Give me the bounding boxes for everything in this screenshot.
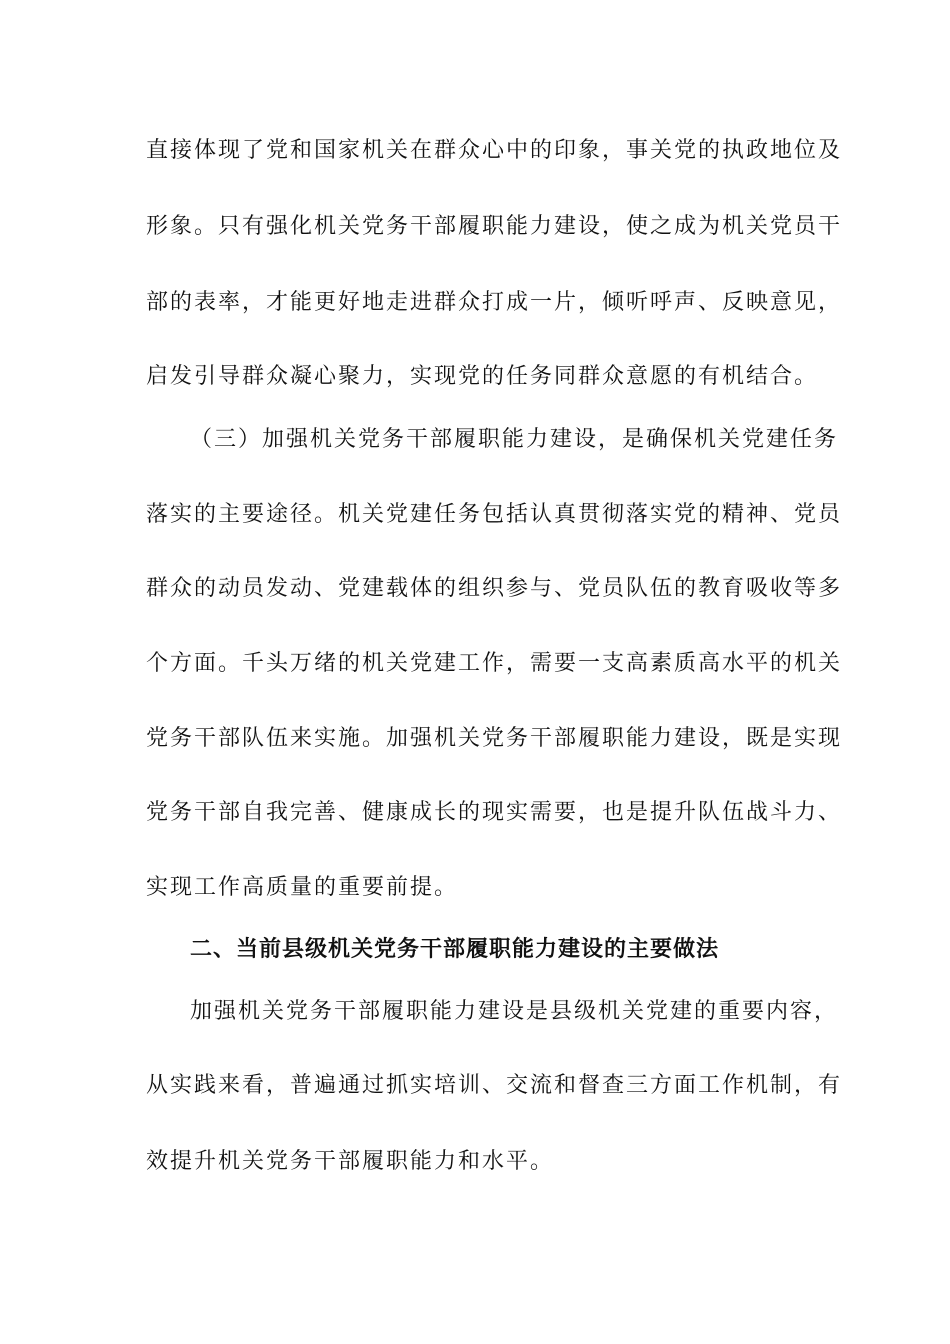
paragraph-1-line-2: 形象。只有强化机关党务干部履职能力建设，使之成为机关党员干	[146, 214, 843, 239]
paragraph-2-line-4: 个方面。千头万绪的机关党建工作，需要一支高素质高水平的机关	[146, 651, 843, 676]
paragraph-2-line-2: 落实的主要途径。机关党建任务包括认真贯彻落实党的精神、党员	[146, 502, 843, 527]
paragraph-2-line-1: （三）加强机关党务干部履职能力建设，是确保机关党建任务	[190, 427, 839, 452]
paragraph-2-line-7: 实现工作高质量的重要前提。	[146, 875, 459, 900]
paragraph-2-line-3: 群众的动员发动、党建载体的组织参与、党员队伍的教育吸收等多	[146, 576, 843, 601]
paragraph-2-line-5: 党务干部队伍来实施。加强机关党务干部履职能力建设，既是实现	[146, 726, 843, 751]
paragraph-2-line-6: 党务干部自我完善、健康成长的现实需要，也是提升队伍战斗力、	[146, 800, 843, 825]
paragraph-1-line-3: 部的表率，才能更好地走进群众打成一片，倾听呼声、反映意见，	[146, 290, 843, 315]
paragraph-1-line-1: 直接体现了党和国家机关在群众心中的印象，事关党的执政地位及	[146, 138, 843, 163]
paragraph-3-line-1: 加强机关党务干部履职能力建设是县级机关党建的重要内容，	[190, 999, 839, 1024]
section-heading: 二、当前县级机关党务干部履职能力建设的主要做法	[190, 937, 720, 962]
paragraph-3-line-2: 从实践来看，普遍通过抓实培训、交流和督查三方面工作机制，有	[146, 1073, 843, 1098]
paragraph-1-line-4: 启发引导群众凝心聚力，实现党的任务同群众意愿的有机结合。	[146, 364, 819, 389]
paragraph-3-line-3: 效提升机关党务干部履职能力和水平。	[146, 1149, 555, 1174]
